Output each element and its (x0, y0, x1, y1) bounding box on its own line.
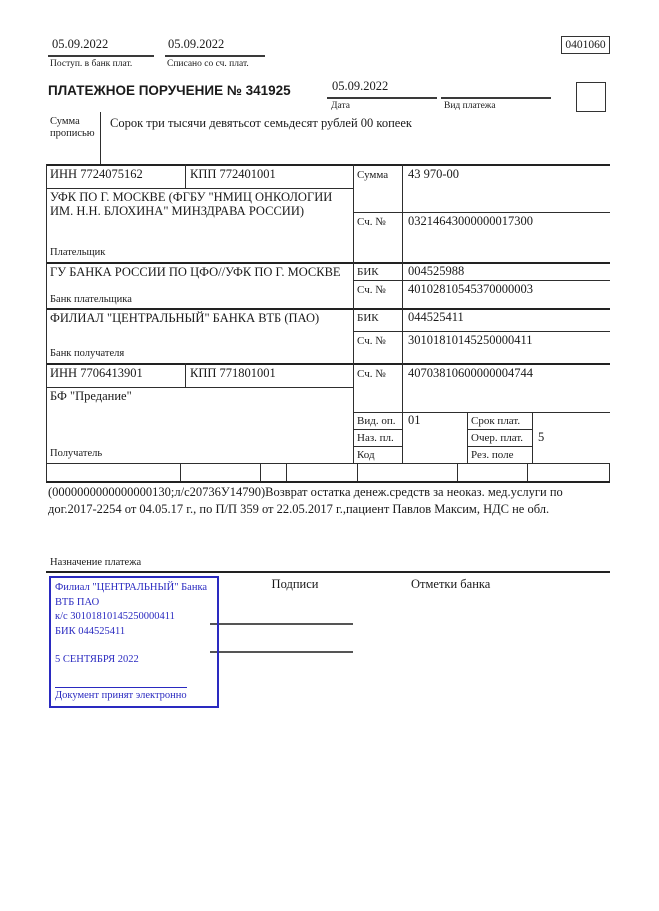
payment-type-label: Вид платежа (444, 101, 496, 111)
stamp-note: Документ принят электронно (55, 687, 187, 704)
payee-inn: ИНН 7706413901 (50, 366, 143, 380)
grid-line (46, 571, 610, 573)
grid-line (353, 412, 610, 413)
grid-line (353, 446, 403, 447)
bank-marks-label: Отметки банка (411, 577, 491, 591)
grid-line (46, 188, 353, 189)
grid-line (46, 363, 610, 365)
grid-line (353, 212, 610, 213)
payee-bank-account-value: 30101810145250000411 (408, 333, 533, 347)
grid-line (353, 331, 610, 332)
grid-line (532, 412, 533, 463)
stamp-bik: БИК 044525411 (55, 625, 126, 637)
debited-date-value: 05.09.2022 (168, 37, 225, 51)
payee-account-value: 40703810600000004744 (408, 366, 533, 380)
grid-line (467, 412, 468, 463)
priority-value: 5 (538, 430, 545, 444)
grid-line (402, 164, 403, 463)
grid-line (46, 262, 610, 264)
payer-bank-name: ГУ БАНКА РОССИИ ПО ЦФО//УФК ПО Г. МОСКВЕ (50, 265, 341, 279)
grid-line (46, 481, 610, 483)
payer-bank-label: Банк плательщика (50, 294, 132, 305)
signature-line (210, 651, 353, 653)
grid-line (185, 164, 186, 188)
grid-line (357, 463, 358, 481)
grid-line (100, 112, 101, 164)
payer-bank-bik-label: БИК (357, 266, 379, 278)
payment-purpose-label: Назначение платежа (50, 557, 142, 568)
grid-line (46, 164, 47, 481)
payer-bank-bik-value: 004525988 (408, 264, 465, 278)
stamp-bank-name-line1: Филиал "ЦЕНТРАЛЬНЫЙ" Банка (55, 582, 208, 593)
stamp-spacer (55, 639, 213, 653)
sum-value: 43 970-00 (408, 167, 460, 181)
grid-line (185, 363, 186, 387)
payment-type-underline (441, 97, 551, 99)
payer-inn: ИНН 7724075162 (50, 167, 143, 181)
priority-label: Очер. плат. (471, 432, 524, 444)
grid-line (467, 429, 532, 430)
bank-stamp (49, 576, 219, 708)
stamp-bank-name-line2: ВТБ ПАО (55, 596, 100, 608)
grid-line (457, 463, 458, 481)
payer-bank-account-value: 40102810545370000003 (408, 282, 533, 296)
payer-bank-account-label: Сч. № (357, 284, 386, 296)
payee-bank-bik-value: 044525411 (408, 310, 464, 324)
grid-line (353, 429, 403, 430)
payer-account-value: 03214643000000017300 (408, 214, 533, 228)
op-type-label: Вид. оп. (357, 415, 396, 427)
received-date-label: Поступ. в банк плат. (50, 59, 133, 69)
payer-label: Плательщик (50, 247, 106, 258)
signatures-label: Подписи (271, 577, 319, 591)
due-date-label: Срок плат. (471, 415, 521, 427)
payee-name: БФ "Предание" (50, 389, 132, 403)
doc-date-label: Дата (331, 101, 350, 111)
payee-bank-account-label: Сч. № (357, 335, 386, 347)
payee-bank-name: ФИЛИАЛ "ЦЕНТРАЛЬНЫЙ" БАНКА ВТБ (ПАО) (50, 311, 320, 325)
doc-date-value: 05.09.2022 (332, 79, 389, 93)
received-date-underline (48, 55, 154, 57)
purpose-code-label: Наз. пл. (357, 432, 394, 444)
payee-bank-label: Банк получателя (50, 348, 125, 359)
reserve-field-label: Рез. поле (471, 449, 514, 461)
amount-words-value: Сорок три тысячи девятьсот семьдесят рублей 00 копеек (110, 116, 412, 130)
grid-line (286, 463, 287, 481)
grid-line (46, 164, 610, 166)
payment-purpose-text: (0000000000000000130;л/с20736У14790)Возврат остатка денеж.средств за неоказ. мед.услуги по дог.2017-2254 от 04.05.17 г., по П/П 359 от 22.05.2017 г.,пациент Павлов Максим, НДС не обл. (48, 485, 563, 516)
grid-line (46, 463, 610, 464)
grid-line (46, 308, 610, 310)
form-code-box: 0401060 (561, 36, 610, 54)
doc-date-underline (327, 97, 437, 99)
debited-date-underline (165, 55, 265, 57)
grid-line (260, 463, 261, 481)
stamp-corr-account: к/с 30101810145250000411 (55, 611, 175, 622)
debited-date-label: Списано со сч. плат. (167, 59, 249, 69)
document-title: ПЛАТЕЖНОЕ ПОРУЧЕНИЕ № 341925 (48, 83, 291, 98)
received-date-value: 05.09.2022 (52, 37, 109, 51)
payee-account-label: Сч. № (357, 368, 386, 380)
grid-line (353, 280, 610, 281)
payer-kpp: КПП 772401001 (190, 167, 276, 181)
op-type-value: 01 (408, 413, 421, 427)
payee-kpp: КПП 771801001 (190, 366, 276, 380)
payee-bank-bik-label: БИК (357, 312, 379, 324)
stamp-date: 5 СЕНТЯБРЯ 2022 (55, 654, 139, 665)
payer-account-label: Сч. № (357, 216, 386, 228)
code-label: Код (357, 449, 375, 461)
payee-label: Получатель (50, 448, 103, 459)
amount-words-label: Сумма прописью (50, 116, 95, 139)
grid-line (180, 463, 181, 481)
payer-name: УФК ПО Г. МОСКВЕ (ФГБУ "НМИЦ ОНКОЛОГИИ ИМ. Н.Н. БЛОХИНА" МИНЗДРАВА РОССИИ) (50, 190, 333, 218)
grid-line (467, 446, 532, 447)
payment-kind-checkbox (576, 82, 606, 112)
grid-line (46, 387, 353, 388)
sum-label: Сумма (357, 169, 389, 181)
grid-line (527, 463, 528, 481)
grid-line (609, 463, 610, 481)
signature-line (210, 623, 353, 625)
